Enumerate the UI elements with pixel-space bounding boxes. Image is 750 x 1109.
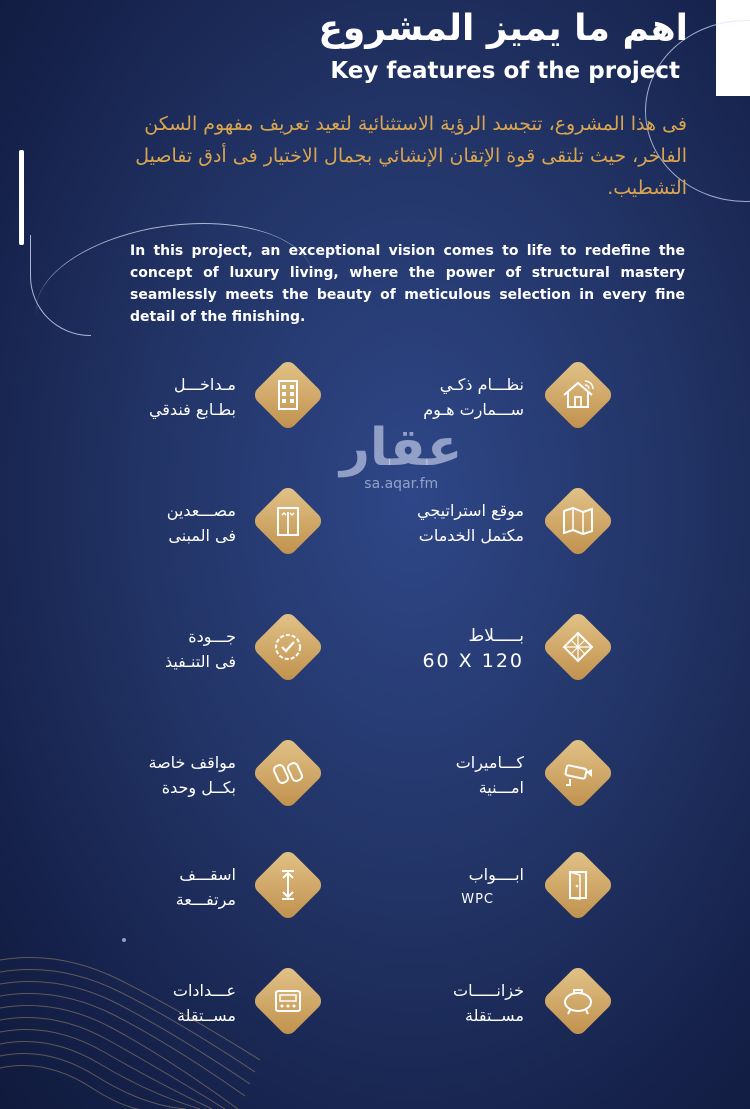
intro-english: In this project, an exceptional vision comes to life to redefine the concept of luxury living, where the power of structural mastery seamlessly meets the beauty of meticulous selection in every fine detail of the finishing. <box>130 243 685 325</box>
feature-meters <box>251 964 325 1038</box>
feature-line2: فى المبنى <box>168 526 236 545</box>
feature-line2: بطـابع فندقي <box>148 400 236 419</box>
feature-line1: موقع استراتيجي <box>417 501 524 520</box>
camera-icon <box>558 753 598 793</box>
feature-line2: فى التنـفيذ <box>164 652 236 671</box>
feature-elevators <box>251 484 325 558</box>
feature-smart-home <box>541 358 615 432</box>
feature-label-parking <box>148 750 236 800</box>
decorative-arc-left-lower <box>30 235 91 336</box>
feature-line2: امـــنية <box>478 778 524 797</box>
feature-tanks <box>541 964 615 1038</box>
feature-cameras <box>541 736 615 810</box>
feature-label-location <box>417 498 524 548</box>
feature-label-tiles <box>422 624 524 674</box>
map-icon <box>558 501 598 541</box>
feature-line1: اسقـــف <box>179 865 236 884</box>
feature-line2: مســتقلة <box>176 1006 236 1025</box>
watermark-url: sa.aqar.fm <box>364 476 439 492</box>
feature-label-smart-home <box>423 372 524 422</box>
feature-line1: جـــودة <box>188 627 236 646</box>
page-title-english: Key features of the project <box>330 58 680 84</box>
feature-label-entrances <box>149 372 236 422</box>
feature-line1: مواقف خاصة <box>148 753 236 772</box>
feature-line2: مكتمل الخدمات <box>418 526 524 545</box>
feature-label-tanks <box>453 978 524 1028</box>
elevator-icon <box>268 501 308 541</box>
feature-line2: بكــل وحدة <box>161 778 236 797</box>
feature-line1: مصـــعدين <box>166 501 236 520</box>
watermark <box>340 420 462 492</box>
decorative-wave-lines <box>0 940 260 1109</box>
feature-high-ceilings <box>251 848 325 922</box>
feature-label-high-ceilings <box>176 862 236 912</box>
building-icon <box>268 375 308 415</box>
tiles-icon <box>558 627 598 667</box>
feature-parking <box>251 736 325 810</box>
parking-icon <box>268 753 308 793</box>
feature-doors <box>541 848 615 922</box>
page-title-arabic: اهم ما يميز المشروع <box>318 8 688 49</box>
feature-line1: خزانـــــات <box>453 981 524 1000</box>
feature-line1: مـداخـــل <box>173 375 236 394</box>
smart-home-icon <box>558 375 598 415</box>
door-icon <box>558 865 598 905</box>
left-white-bar <box>19 150 24 245</box>
feature-line1: عـــدادات <box>172 981 236 1000</box>
feature-line2: مرتفـــعة <box>175 890 236 909</box>
quality-icon <box>268 627 308 667</box>
feature-line1: كـــاميرات <box>455 753 524 772</box>
feature-line1: ابــــواب <box>468 865 524 884</box>
feature-line2: ســـمارت هـوم <box>423 400 524 419</box>
watermark-logo-text: عقار <box>340 418 463 478</box>
feature-line1: بـــــلاط <box>468 626 524 646</box>
feature-location <box>541 484 615 558</box>
feature-line2: مســتقلة <box>464 1006 524 1025</box>
feature-label-quality <box>165 624 236 674</box>
feature-quality <box>251 610 325 684</box>
feature-tiles <box>541 610 615 684</box>
high-ceiling-icon <box>268 865 308 905</box>
feature-label-cameras <box>456 750 524 800</box>
feature-line2: 60 X 120 <box>422 650 524 672</box>
intro-arabic: فى هذا المشروع، تتجسد الرؤية الاستثنائية لتعيد تعريف مفهوم السكن الفاخر، حيث تلتقى قوة الإتقان الإنشائي بجمال الاختيار فى أدق تفاصيل التشطيب. <box>135 113 687 199</box>
feature-line1: نظـــام ذكـي <box>439 375 524 394</box>
meter-icon <box>268 981 308 1021</box>
feature-label-elevators <box>167 498 236 548</box>
feature-entrances <box>251 358 325 432</box>
feature-line2: WPC <box>461 892 494 907</box>
feature-label-doors <box>461 862 524 912</box>
tank-icon <box>558 981 598 1021</box>
top-right-white-bar <box>716 0 750 96</box>
